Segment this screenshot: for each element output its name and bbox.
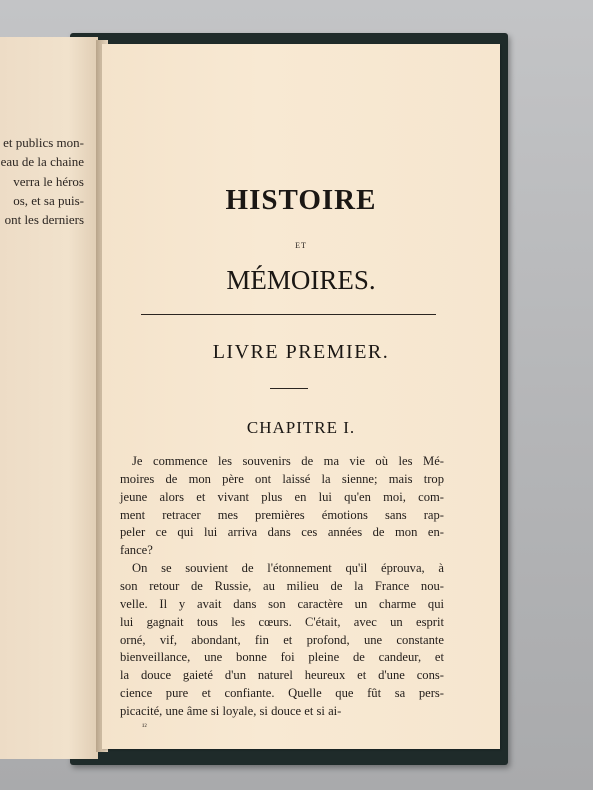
chapter-heading: CHAPITRE I. xyxy=(246,418,356,437)
left-page-line: ont les derniers xyxy=(4,212,84,227)
body-line: ment retracer mes premières émotions sans rap- xyxy=(120,507,444,522)
body-line: son retour de Russie, au milieu de la France nou- xyxy=(120,579,444,593)
heading-rule xyxy=(270,388,308,389)
body-line: fance? xyxy=(120,543,153,558)
left-page-line: et publics mon- xyxy=(3,135,84,150)
title-rule xyxy=(141,314,436,315)
title-conjunction: ET xyxy=(295,241,307,250)
left-page xyxy=(0,37,98,759)
left-page-line: eau de la chaine xyxy=(0,154,84,169)
book-heading: LIVRE PREMIER. xyxy=(212,341,390,363)
folio-mark: ¹² xyxy=(142,722,147,731)
body-line: jeune alors et vivant plus en lui qu'en moi, com- xyxy=(120,489,444,504)
body-line: orné, vif, abondant, fin et profond, une constante xyxy=(120,632,444,647)
body-line: moires de mon père ont laissé la sienne; mais trop xyxy=(120,471,444,486)
left-page-line: os, et sa puis- xyxy=(13,193,84,208)
body-line: velle. Il y avait dans son caractère un charme qui xyxy=(120,596,444,611)
body-line: lui gagnait tous les cœurs. C'était, avec un esprit xyxy=(120,614,444,629)
body-line: bienveillance, une bonne foi pleine de candeur, et xyxy=(120,650,444,665)
body-line: cience pure et confiante. Quelle que fût sa pers- xyxy=(120,686,444,701)
body-line: la douce gaieté d'un naturel heureux et d'une cons- xyxy=(120,668,444,683)
left-page-line: verra le héros xyxy=(13,174,84,189)
body-line: peler ce qui lui arriva dans ces années de mon en- xyxy=(120,525,444,540)
title-memoires: MÉMOIRES. xyxy=(226,265,376,295)
body-line: Je commence les souvenirs de ma vie où les Mé- xyxy=(132,454,444,468)
title-histoire: HISTOIRE xyxy=(225,184,377,216)
right-page xyxy=(102,44,500,749)
body-line: On se souvient de l'étonnement qu'il éprouva, à xyxy=(132,561,444,576)
body-line: picacité, une âme si loyale, si douce et si ai- xyxy=(120,704,342,718)
